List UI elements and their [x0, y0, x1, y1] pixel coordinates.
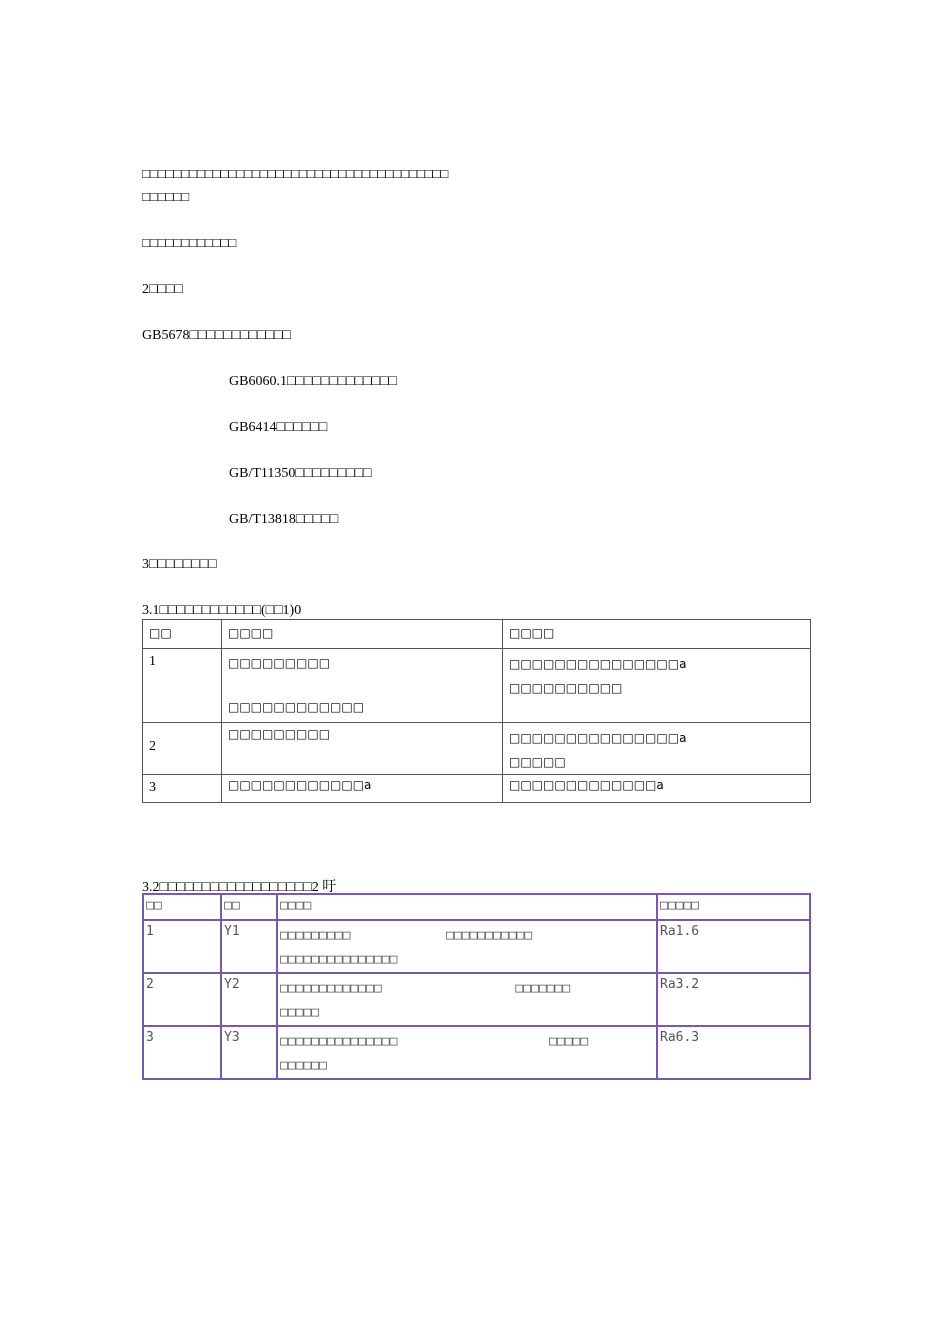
row-code: Y1: [221, 920, 277, 973]
cell-line: [280, 977, 654, 1001]
table-2-caption: 3.2□□□□□□□□□□□□□□□□□□2 吁: [142, 880, 337, 895]
table-cell: [503, 723, 811, 775]
cell-text: □□□□□□□: [515, 981, 571, 996]
cell-text: □□□□□□□□□□□□□□□: [280, 1034, 398, 1049]
header-cell: □□□□: [222, 620, 503, 649]
cell-line: [280, 924, 654, 948]
intro-line-2: □□□□□□: [142, 189, 190, 204]
roughness-value: Ra6.3: [657, 1026, 810, 1079]
reference-item: GB/T11350□□□□□□□□□: [229, 466, 372, 481]
cell-text: □□□□□□□□□□: [509, 681, 623, 695]
paragraph: □□□□□□□□□□□□: [142, 235, 237, 250]
cell-text: □□□□□□□□□: [228, 727, 331, 741]
requirements-table: [142, 619, 811, 803]
header-cell: □□: [143, 894, 221, 920]
cell-text: □□□□□□□□□□□: [446, 928, 533, 943]
reference-item: GB/T13818□□□□□: [229, 512, 339, 527]
header-cell: □□: [221, 894, 277, 920]
row-number: 3: [143, 775, 222, 803]
header-cell: □□□□: [277, 894, 657, 920]
reference-item: GB6414□□□□□□: [229, 420, 328, 435]
cell-text: □□□□□: [549, 1034, 589, 1049]
cell-text: □□□□□□□□□□□□□a: [503, 775, 811, 803]
cell-text: □□□□□: [509, 755, 566, 769]
table-cell: [277, 920, 657, 973]
table-row: [143, 1026, 810, 1079]
cell-text: □□□□□□□□□□□□a: [222, 775, 503, 803]
header-cell: □□□□□: [657, 894, 810, 920]
table-row: [143, 920, 810, 973]
reference-item: GB5678□□□□□□□□□□□□: [142, 328, 291, 343]
cell-text: □□□□□□□□□: [228, 656, 331, 670]
row-number: 3: [143, 1026, 221, 1079]
row-number: 1: [143, 649, 222, 723]
cell-text: □□□□□□: [280, 1058, 327, 1073]
row-code: Y3: [221, 1026, 277, 1079]
table-row: [143, 973, 810, 1026]
table-1-caption: 3.1□□□□□□□□□□□□(□□1)0: [142, 603, 302, 618]
table-cell: [277, 1026, 657, 1079]
cell-text: □□□□□: [280, 1005, 320, 1020]
header-cell: □□□□: [503, 620, 811, 649]
roughness-value: Ra1.6: [657, 920, 810, 973]
table-header-row: [143, 894, 810, 920]
table-row: [143, 723, 811, 775]
intro-line-1: □□□□□□□□□□□□□□□□□□□□□□□□□□□□□□□□□□□□□□□: [142, 166, 449, 181]
cell-text: □□□□□□□□□: [280, 928, 351, 943]
cell-text: □□□□□□□□□□□□□: [280, 981, 382, 996]
section-2-heading: 2□□□□: [142, 282, 183, 297]
table-cell: [222, 649, 503, 723]
row-number: 1: [143, 920, 221, 973]
table-cell: [503, 649, 811, 723]
cell-line: [280, 1030, 654, 1054]
cell-text: □□□□□□□□□□□□□□□a: [509, 657, 687, 671]
reference-item: GB6060.1□□□□□□□□□□□□□: [229, 374, 397, 389]
table-cell: [222, 723, 503, 775]
table-cell: [277, 973, 657, 1026]
row-number: 2: [143, 973, 221, 1026]
cell-text: □□□□□□□□□□□□: [228, 700, 365, 714]
cell-text: □□□□□□□□□□□□□□□a: [509, 731, 687, 745]
header-cell: □□: [143, 620, 222, 649]
row-number: 2: [143, 723, 222, 775]
roughness-value: Ra3.2: [657, 973, 810, 1026]
table-row: [143, 649, 811, 723]
table-header-row: [143, 620, 811, 649]
cell-text: □□□□□□□□□□□□□□□: [280, 952, 398, 967]
table-row: [143, 775, 811, 803]
roughness-table: [142, 893, 811, 1080]
section-3-heading: 3□□□□□□□□: [142, 557, 217, 572]
row-code: Y2: [221, 973, 277, 1026]
